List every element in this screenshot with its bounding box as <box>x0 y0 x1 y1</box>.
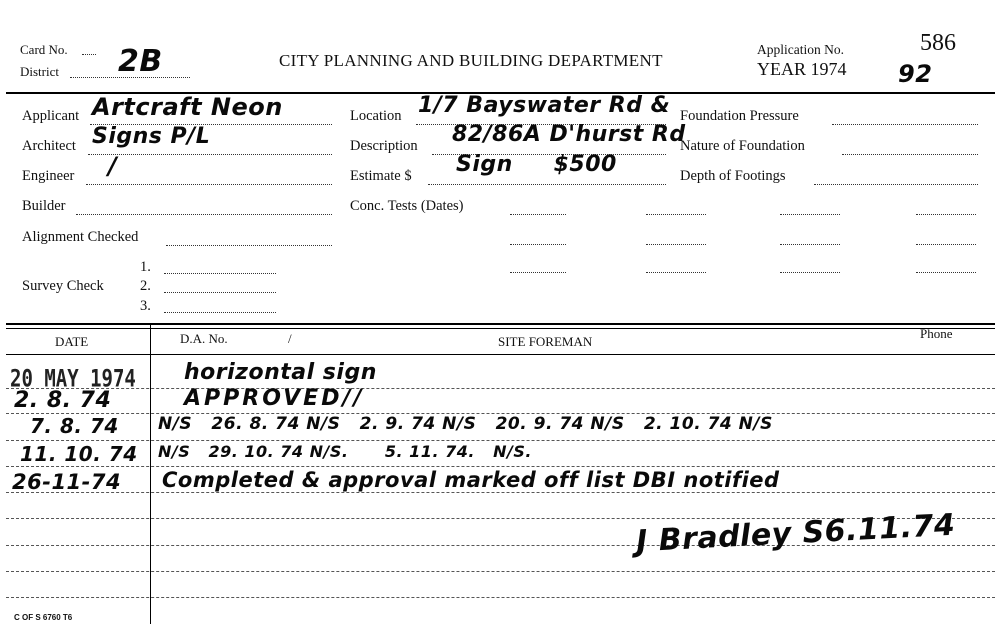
description-label: Description <box>350 138 418 154</box>
date-column-divider <box>150 324 151 624</box>
table-row-entry: horizontal sign <box>184 360 377 385</box>
row-rule <box>6 597 995 598</box>
alignment-line <box>166 245 332 246</box>
nature-foundation-line <box>842 154 978 155</box>
table-row-entry: Completed & approval marked off list DBI notified <box>162 468 780 492</box>
estimate-line <box>428 184 666 185</box>
conc-line <box>510 272 566 273</box>
row-rule <box>6 440 995 441</box>
card-no-line <box>82 54 96 55</box>
conc-line <box>646 214 706 215</box>
site-foreman-header: SITE FOREMAN <box>498 334 593 349</box>
estimate-value: Sign $500 <box>456 152 617 177</box>
row-rule <box>6 571 995 572</box>
foundation-pressure-label: Foundation Pressure <box>680 108 799 124</box>
da-no-mark: / <box>288 331 292 346</box>
engineer-line <box>86 184 332 185</box>
table-row-date: 11. 10. 74 <box>20 442 138 466</box>
conc-line <box>916 214 976 215</box>
depth-footings-label: Depth of Footings <box>680 168 786 184</box>
row-rule <box>6 388 995 389</box>
da-no-header: D.A. No. <box>180 331 228 346</box>
department-title: CITY PLANNING AND BUILDING DEPARTMENT <box>279 51 663 70</box>
date-header: DATE <box>55 334 89 349</box>
conc-line <box>646 244 706 245</box>
signature: J Bradley S6.11.74 <box>635 507 957 560</box>
conc-line <box>916 244 976 245</box>
survey-number-2: 2. <box>140 278 151 294</box>
survey-number-3: 3. <box>140 298 151 314</box>
conc-line <box>780 244 840 245</box>
table-top-border <box>6 323 995 325</box>
survey-label: Survey Check <box>22 278 104 294</box>
district-value: 2B <box>118 44 163 79</box>
row-rule <box>6 492 995 493</box>
conc-line <box>780 272 840 273</box>
table-row-entry: N/S 26. 8. 74 N/S 2. 9. 74 N/S 20. 9. 74 N/S 2. 10. 74 N/S <box>158 414 773 434</box>
survey-number-1: 1. <box>140 259 151 275</box>
estimate-label: Estimate $ <box>350 168 412 184</box>
year-label: YEAR 1974 <box>757 59 847 79</box>
builder-label: Builder <box>22 198 66 214</box>
conc-tests-label: Conc. Tests (Dates) <box>350 198 464 214</box>
application-sub-value: 92 <box>898 60 933 88</box>
row-rule <box>6 466 995 467</box>
survey-line-1 <box>164 273 276 274</box>
foundation-pressure-line <box>832 124 978 125</box>
conc-line <box>510 244 566 245</box>
district-label: District <box>20 64 59 79</box>
applicant-label: Applicant <box>22 108 80 124</box>
conc-line <box>646 272 706 273</box>
architect-line <box>88 154 332 155</box>
card-no-label: Card No. <box>20 42 68 57</box>
conc-line <box>780 214 840 215</box>
engineer-value: / <box>108 152 118 180</box>
architect-value: Signs P/L <box>92 124 211 149</box>
description-value: 82/86A D'hurst Rd <box>452 122 686 147</box>
applicant-value: Artcraft Neon <box>92 93 283 121</box>
application-no-label: Application No. <box>757 42 844 57</box>
location-value: 1/7 Bayswater Rd & <box>418 93 671 118</box>
table-header-divider <box>6 354 995 355</box>
location-label: Location <box>350 108 402 124</box>
table-row-entry: APPROVED// <box>184 386 365 411</box>
engineer-label: Engineer <box>22 168 75 184</box>
table-row-entry: N/S 29. 10. 74 N/S. 5. 11. 74. N/S. <box>158 442 532 461</box>
conc-line <box>510 214 566 215</box>
table-top-border-inner <box>6 328 995 329</box>
survey-line-3 <box>164 312 276 313</box>
phone-header: Phone <box>920 326 953 341</box>
application-no-value: 586 <box>920 30 956 56</box>
alignment-label: Alignment Checked <box>22 229 139 245</box>
builder-line <box>76 214 332 215</box>
nature-foundation-label: Nature of Foundation <box>680 138 805 154</box>
table-row-date: 7. 8. 74 <box>30 414 119 438</box>
conc-line <box>916 272 976 273</box>
table-row-date: 26-11-74 <box>12 470 122 494</box>
table-row-date: 20 MAY 1974 <box>10 365 136 393</box>
architect-label: Architect <box>22 138 76 154</box>
survey-line-2 <box>164 292 276 293</box>
depth-footings-line <box>814 184 978 185</box>
table-row-date: 2. 8. 74 <box>14 388 112 413</box>
form-code: C OF S 6760 T6 <box>14 613 73 622</box>
